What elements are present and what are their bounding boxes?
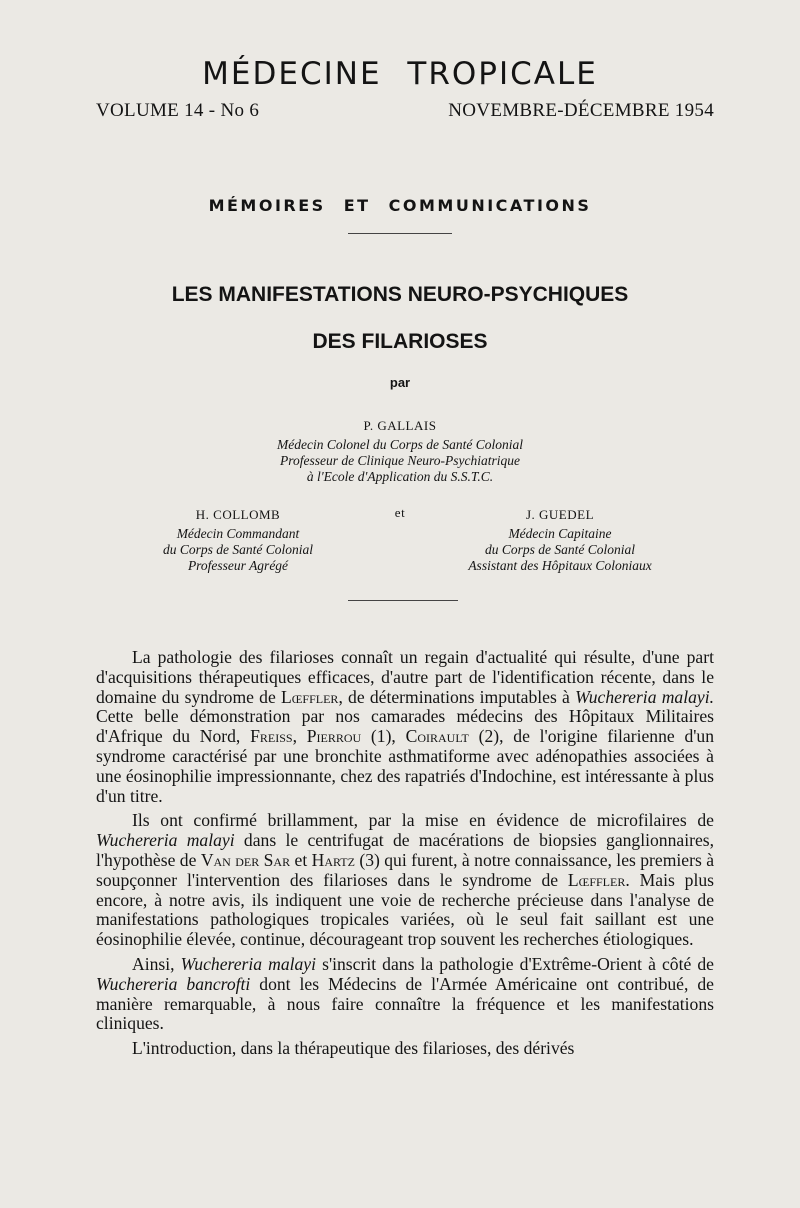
body-paragraph-4: L'introduction, dans la thérapeutique des filarioses, des dérivés bbox=[132, 1038, 575, 1059]
co-author-right-name: J. GUEDEL bbox=[525, 507, 595, 522]
co-author-right-affiliation bbox=[430, 526, 690, 574]
lead-author-affil-line: à l'Ecole d'Application du S.S.T.C. bbox=[306, 469, 494, 484]
body-paragraph-1: La pathologie des filarioses connaît un regain d'actualité qui résulte, d'une part d'acquisitions thérapeutiques efficaces, d'autre part de l'identification récente, dans le domaine du syndrome de Lœffler, de déterminations imputables à Wuchereria malayi. Cette belle démonstration par nos camarades médecins des Hôpitaux Militaires d'Afrique du Nord, Freiss, Pierrou (1), Coirault (2), de l'origine filarienne d'un syndrome caractérisé par une bronchite asthmatiforme avec adénopathies associées à une éosinophilie impressionnante, chez des rapatriés d'Indochine, est intéressante à plus d'un titre. bbox=[96, 647, 715, 806]
body-paragraph-2: Ils ont confirmé brillamment, par la mise en évidence de microfilaires de Wuchereria malayi dans le centrifugat de macérations de biopsies ganglionnaires, l'hypothèse de Van der Sar et Hartz (3) qui furent, à notre connaissance, les premiers à soupçonner l'intervention des filarioses dans le syndrome de Lœffler. Mais plus encore, à notre avis, ils indiquent une voie de recherche précieuse dans l'analyse de manifestations pathologiques tropicales variées, où le seul fait saillant est une éosinophilie élevée, continue, décourageant trop souvent les recherches étiologiques. bbox=[96, 810, 715, 950]
co-author-left-affil-line: du Corps de Santé Colonial bbox=[162, 542, 313, 557]
co-author-left-affiliation bbox=[118, 526, 358, 574]
co-author-left-affil-line: Médecin Commandant bbox=[176, 526, 300, 541]
lead-author-affil-line: Médecin Colonel du Corps de Santé Colonial bbox=[277, 437, 523, 452]
lead-author-affil-line: Professeur de Clinique Neuro-Psychiatrique bbox=[279, 453, 521, 468]
journal-title: MÉDECINE TROPICALE bbox=[202, 56, 598, 92]
body-paragraph-3: Ainsi, Wuchereria malayi s'inscrit dans la pathologie d'Extrême-Orient à côté de Wuchereria bancrofti dont les Médecins de l'Armée Américaine ont contribué, de manière remarquable, à nous faire connaître la fréquence et les manifestations cliniques. bbox=[96, 953, 714, 1034]
section-title: MÉMOIRES ET COMMUNICATIONS bbox=[208, 196, 592, 215]
co-author-left-affil-line: Professeur Agrégé bbox=[187, 558, 289, 573]
by-label: par bbox=[389, 375, 411, 390]
and-label: et bbox=[394, 505, 406, 520]
section-divider bbox=[348, 233, 452, 234]
co-author-left-name: H. COLLOMB bbox=[195, 507, 281, 522]
issue-date: NOVEMBRE-DÉCEMBRE 1954 bbox=[448, 100, 714, 121]
article-body bbox=[96, 648, 714, 1064]
co-author-right-affil-line: Médecin Capitaine bbox=[508, 526, 612, 541]
lead-author-name: P. GALLAIS bbox=[363, 418, 437, 433]
byline-divider bbox=[348, 600, 458, 601]
lead-author-affiliation bbox=[0, 437, 800, 485]
volume-number: VOLUME 14 - No 6 bbox=[96, 100, 260, 121]
article-title-line-2: DES FILARIOSES bbox=[312, 330, 488, 353]
co-author-right-affil-line: du Corps de Santé Colonial bbox=[484, 542, 635, 557]
issue-line bbox=[96, 100, 714, 122]
article-title-line-1: LES MANIFESTATIONS NEURO-PSYCHIQUES bbox=[171, 283, 629, 306]
co-author-right-affil-line: Assistant des Hôpitaux Coloniaux bbox=[468, 558, 652, 573]
